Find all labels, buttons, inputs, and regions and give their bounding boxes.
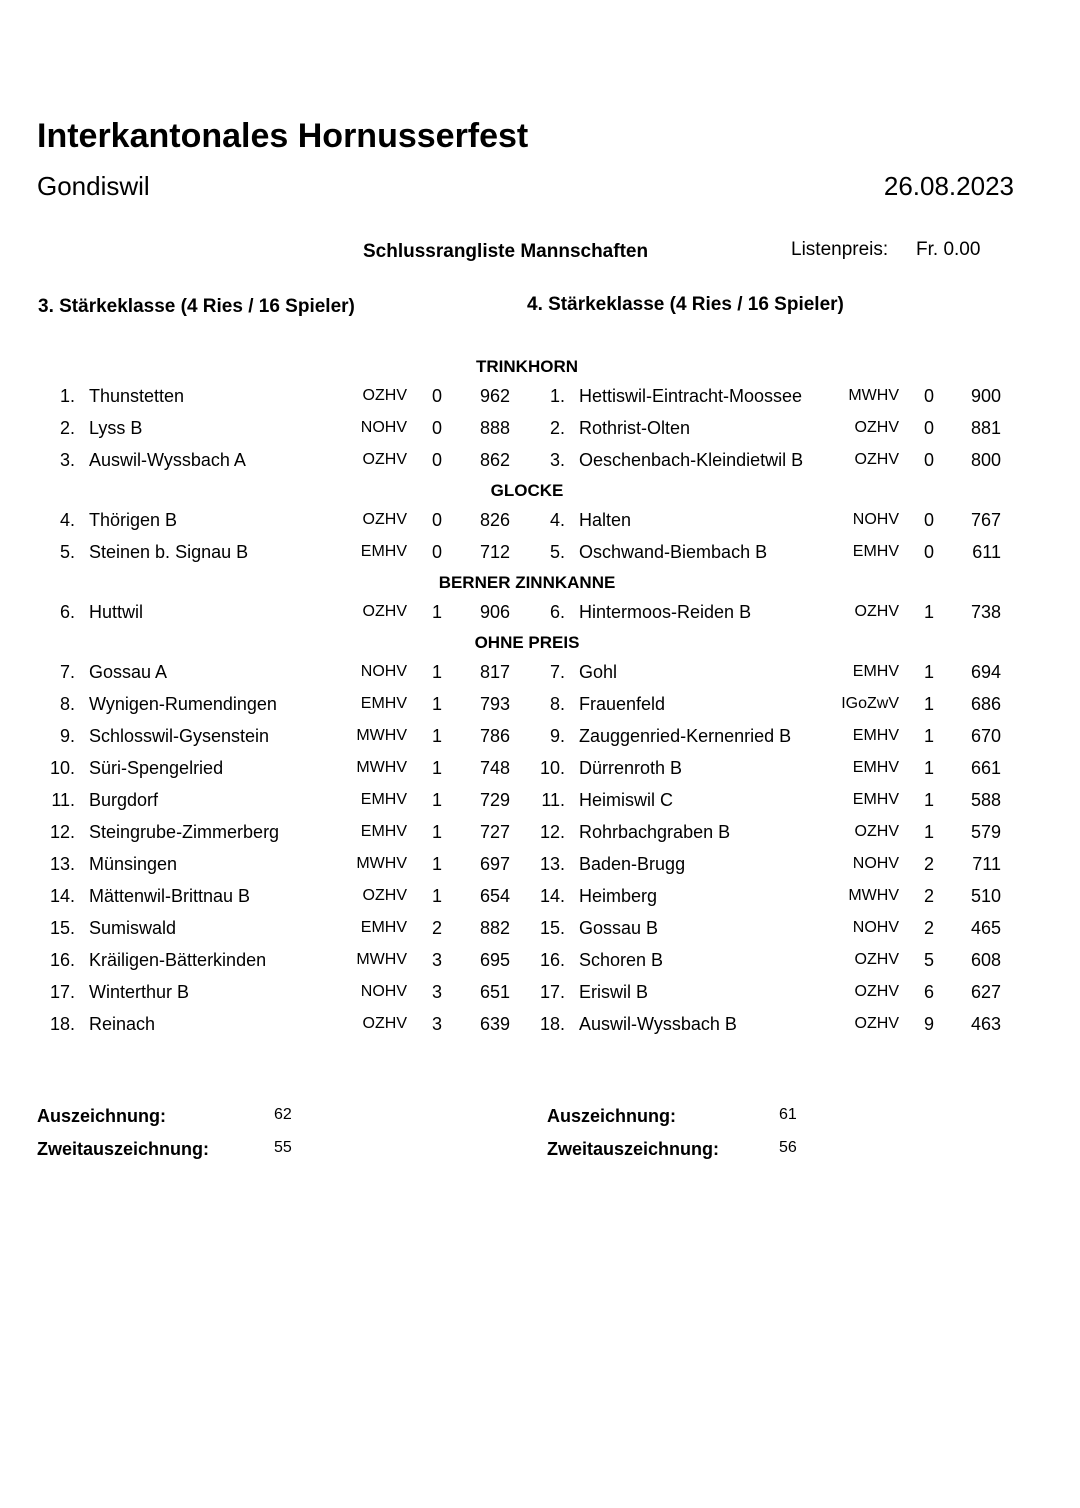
nr-count-left: 2 (431, 918, 442, 938)
rank-left: 7. (59, 662, 75, 682)
association-right: OZHV (854, 983, 899, 1000)
team-name-right: Zauggenried-Kernenried B (579, 726, 792, 746)
team-name-left: Kräiligen-Bätterkinden (89, 950, 267, 970)
team-name-left: Gossau A (89, 662, 168, 682)
team-name-right: Oschwand-Biembach B (579, 542, 768, 562)
score-left: 727 (479, 822, 510, 842)
score-left: 748 (479, 758, 510, 778)
list-price-value: Fr. 0.00 (916, 239, 981, 260)
second-award-value-right: 56 (779, 1139, 797, 1156)
nr-count-left: 1 (431, 694, 442, 714)
association-right: OZHV (854, 419, 899, 436)
nr-count-left: 0 (431, 450, 442, 470)
team-name-left: Reinach (89, 1014, 156, 1034)
nr-count-left: 0 (431, 542, 442, 562)
table-row (0, 880, 1080, 912)
rank-left: 3. (59, 450, 75, 470)
team-name-right: Auswil-Wyssbach B (579, 1014, 737, 1034)
rank-left: 6. (59, 602, 75, 622)
team-name-right: Halten (579, 510, 632, 530)
score-right: 463 (970, 1014, 1001, 1034)
nr-count-left: 1 (431, 662, 442, 682)
table-row (0, 784, 1080, 816)
team-name-right: Gohl (579, 662, 618, 682)
score-left: 697 (479, 854, 510, 874)
table-row (0, 816, 1080, 848)
table-row (0, 688, 1080, 720)
rank-left: 10. (49, 758, 75, 778)
rank-right: 4. (549, 510, 565, 530)
rank-left: 12. (49, 822, 75, 842)
team-name-left: Steinen b. Signau B (89, 542, 249, 562)
table-row (0, 536, 1080, 568)
nr-count-left: 0 (431, 418, 442, 438)
association-left: OZHV (362, 603, 407, 620)
nr-count-right: 6 (923, 982, 934, 1002)
association-left: OZHV (362, 387, 407, 404)
nr-count-right: 1 (923, 602, 934, 622)
nr-count-right: 1 (923, 790, 934, 810)
table-row (0, 720, 1080, 752)
team-name-left: Burgdorf (89, 790, 159, 810)
class-heading-right: 4. Stärkeklasse (4 Ries / 16 Spieler) (527, 294, 844, 315)
team-name-right: Hintermoos-Reiden B (579, 602, 752, 622)
score-right: 711 (972, 854, 1001, 874)
event-location: Gondiswil (37, 171, 150, 201)
nr-count-right: 1 (923, 662, 934, 682)
award-value-right: 61 (779, 1106, 797, 1123)
score-right: 465 (970, 918, 1001, 938)
association-right: NOHV (852, 855, 899, 872)
rank-left: 5. (59, 542, 75, 562)
team-name-right: Heimiswil C (579, 790, 673, 810)
list-price-label: Listenpreis: (791, 239, 889, 260)
score-right: 611 (972, 542, 1001, 562)
association-left: EMHV (360, 919, 407, 936)
association-right: OZHV (854, 951, 899, 968)
list-title: Schlussrangliste Mannschaften (363, 241, 649, 262)
nr-count-left: 1 (431, 854, 442, 874)
rank-left: 17. (49, 982, 75, 1002)
rank-right: 13. (539, 854, 565, 874)
table-row (0, 412, 1080, 444)
score-left: 862 (479, 450, 510, 470)
association-left: MWHV (356, 855, 407, 872)
nr-count-right: 1 (923, 694, 934, 714)
association-left: EMHV (360, 791, 407, 808)
rank-right: 16. (539, 950, 565, 970)
team-name-right: Dürrenroth B (579, 758, 683, 778)
rank-right: 18. (539, 1014, 565, 1034)
nr-count-right: 0 (923, 418, 934, 438)
score-left: 826 (479, 510, 510, 530)
nr-count-right: 1 (923, 758, 934, 778)
team-name-left: Wynigen-Rumendingen (89, 694, 277, 714)
team-name-right: Baden-Brugg (579, 854, 686, 874)
team-name-left: Sumiswald (89, 918, 177, 938)
nr-count-right: 2 (923, 854, 934, 874)
rank-right: 1. (549, 386, 565, 406)
association-right: MWHV (848, 887, 899, 904)
team-name-left: Winterthur B (89, 982, 190, 1002)
team-name-right: Hettiswil-Eintracht-Moossee (579, 386, 803, 406)
award-label-left: Auszeichnung: (37, 1106, 166, 1126)
score-left: 882 (479, 918, 510, 938)
association-left: OZHV (362, 1015, 407, 1032)
rank-right: 3. (549, 450, 565, 470)
rank-left: 18. (49, 1014, 75, 1034)
team-name-left: Mättenwil-Brittnau B (89, 886, 251, 906)
nr-count-left: 1 (431, 886, 442, 906)
class-heading-left: 3. Stärkeklasse (4 Ries / 16 Spieler) (38, 296, 355, 317)
team-name-left: Thörigen B (89, 510, 178, 530)
nr-count-right: 1 (923, 726, 934, 746)
rank-left: 8. (59, 694, 75, 714)
rank-right: 9. (549, 726, 565, 746)
nr-count-right: 0 (923, 542, 934, 562)
association-right: OZHV (854, 1015, 899, 1032)
team-name-right: Gossau B (579, 918, 659, 938)
association-left: OZHV (362, 511, 407, 528)
score-left: 639 (479, 1014, 510, 1034)
table-row (0, 444, 1080, 476)
prize-group-name: TRINKHORN (476, 357, 578, 376)
score-right: 694 (970, 662, 1001, 682)
nr-count-right: 2 (923, 886, 934, 906)
nr-count-right: 0 (923, 450, 934, 470)
score-right: 510 (970, 886, 1001, 906)
nr-count-left: 1 (431, 758, 442, 778)
nr-count-right: 9 (923, 1014, 934, 1034)
nr-count-left: 0 (431, 386, 442, 406)
team-name-left: Auswil-Wyssbach A (89, 450, 246, 470)
association-right: EMHV (852, 663, 899, 680)
association-left: EMHV (360, 543, 407, 560)
nr-count-left: 3 (431, 950, 442, 970)
table-row (0, 656, 1080, 688)
association-right: EMHV (852, 759, 899, 776)
association-left: OZHV (362, 887, 407, 904)
association-left: NOHV (360, 419, 407, 436)
association-right: OZHV (854, 451, 899, 468)
rank-right: 8. (549, 694, 565, 714)
association-left: OZHV (362, 451, 407, 468)
association-left: MWHV (356, 951, 407, 968)
score-left: 906 (479, 602, 510, 622)
prize-group-header (0, 628, 1080, 656)
association-right: NOHV (852, 919, 899, 936)
team-name-right: Eriswil B (579, 982, 649, 1002)
association-right: EMHV (852, 791, 899, 808)
team-name-right: Schoren B (579, 950, 664, 970)
table-row (0, 752, 1080, 784)
score-left: 962 (479, 386, 510, 406)
nr-count-left: 0 (431, 510, 442, 530)
association-left: MWHV (356, 727, 407, 744)
nr-count-right: 0 (923, 510, 934, 530)
team-name-right: Frauenfeld (579, 694, 666, 714)
association-left: MWHV (356, 759, 407, 776)
nr-count-left: 1 (431, 790, 442, 810)
rank-left: 11. (51, 790, 75, 810)
score-left: 729 (479, 790, 510, 810)
association-left: NOHV (360, 663, 407, 680)
team-name-left: Münsingen (89, 854, 178, 874)
table-row (0, 944, 1080, 976)
score-left: 695 (479, 950, 510, 970)
team-name-left: Schlosswil-Gysenstein (89, 726, 270, 746)
score-left: 817 (479, 662, 510, 682)
score-right: 661 (970, 758, 1001, 778)
association-right: MWHV (848, 387, 899, 404)
rank-right: 10. (539, 758, 565, 778)
rank-right: 6. (549, 602, 565, 622)
score-right: 881 (970, 418, 1001, 438)
table-row (0, 976, 1080, 1008)
nr-count-right: 1 (923, 822, 934, 842)
score-right: 627 (970, 982, 1001, 1002)
nr-count-left: 1 (431, 602, 442, 622)
score-right: 800 (970, 450, 1001, 470)
association-right: IGoZwV (841, 695, 899, 712)
score-right: 670 (970, 726, 1001, 746)
nr-count-left: 1 (431, 822, 442, 842)
association-right: EMHV (852, 727, 899, 744)
team-name-left: Süri-Spengelried (89, 758, 224, 778)
score-left: 651 (479, 982, 510, 1002)
rank-right: 7. (549, 662, 565, 682)
rank-left: 9. (59, 726, 75, 746)
prize-group-name: OHNE PREIS (474, 633, 580, 652)
prize-group-header (0, 352, 1080, 380)
score-left: 786 (479, 726, 510, 746)
score-right: 588 (970, 790, 1001, 810)
rank-right: 11. (541, 790, 565, 810)
team-name-left: Steingrube-Zimmerberg (89, 822, 280, 842)
results-table (0, 352, 1080, 1040)
event-date: 26.08.2023 (883, 171, 1014, 201)
association-right: NOHV (852, 511, 899, 528)
score-right: 767 (970, 510, 1001, 530)
rank-right: 2. (549, 418, 565, 438)
award-label-right: Auszeichnung: (547, 1106, 676, 1126)
team-name-left: Thunstetten (89, 386, 185, 406)
award-value-left: 62 (274, 1106, 292, 1123)
prize-group-name: BERNER ZINNKANNE (438, 573, 616, 592)
association-left: EMHV (360, 823, 407, 840)
rank-right: 15. (539, 918, 565, 938)
second-award-value-left: 55 (274, 1139, 292, 1156)
rank-left: 14. (49, 886, 75, 906)
rank-left: 16. (49, 950, 75, 970)
nr-count-left: 3 (431, 982, 442, 1002)
score-right: 738 (970, 602, 1001, 622)
score-right: 900 (970, 386, 1001, 406)
table-row (0, 848, 1080, 880)
team-name-right: Rothrist-Olten (579, 418, 691, 438)
nr-count-right: 5 (923, 950, 934, 970)
page-title: Interkantonales Hornusserfest (37, 117, 529, 155)
team-name-right: Heimberg (579, 886, 658, 906)
team-name-left: Huttwil (89, 602, 144, 622)
prize-group-name: GLOCKE (490, 481, 564, 500)
prize-group-header (0, 568, 1080, 596)
table-row (0, 596, 1080, 628)
rank-left: 1. (59, 386, 75, 406)
team-name-right: Rohrbachgraben B (579, 822, 731, 842)
team-name-left: Lyss B (89, 418, 143, 438)
association-right: OZHV (854, 823, 899, 840)
score-left: 712 (479, 542, 510, 562)
rank-right: 17. (539, 982, 565, 1002)
rank-left: 4. (59, 510, 75, 530)
nr-count-right: 2 (923, 918, 934, 938)
second-award-label-left: Zweitauszeichnung: (37, 1139, 210, 1159)
association-left: NOHV (360, 983, 407, 1000)
rank-right: 12. (539, 822, 565, 842)
score-right: 608 (970, 950, 1001, 970)
table-row (0, 1008, 1080, 1040)
table-row (0, 912, 1080, 944)
nr-count-left: 3 (431, 1014, 442, 1034)
nr-count-right: 0 (923, 386, 934, 406)
association-left: EMHV (360, 695, 407, 712)
rank-left: 2. (59, 418, 75, 438)
table-row (0, 380, 1080, 412)
rank-right: 5. (549, 542, 565, 562)
nr-count-left: 1 (431, 726, 442, 746)
score-left: 654 (479, 886, 510, 906)
table-row (0, 504, 1080, 536)
association-right: OZHV (854, 603, 899, 620)
association-right: EMHV (852, 543, 899, 560)
score-left: 793 (479, 694, 510, 714)
score-right: 686 (970, 694, 1001, 714)
rank-left: 15. (49, 918, 75, 938)
second-award-label-right: Zweitauszeichnung: (547, 1139, 720, 1159)
rank-right: 14. (539, 886, 565, 906)
prize-group-header (0, 476, 1080, 504)
rank-left: 13. (49, 854, 75, 874)
score-left: 888 (479, 418, 510, 438)
score-right: 579 (970, 822, 1001, 842)
team-name-right: Oeschenbach-Kleindietwil B (579, 450, 804, 470)
